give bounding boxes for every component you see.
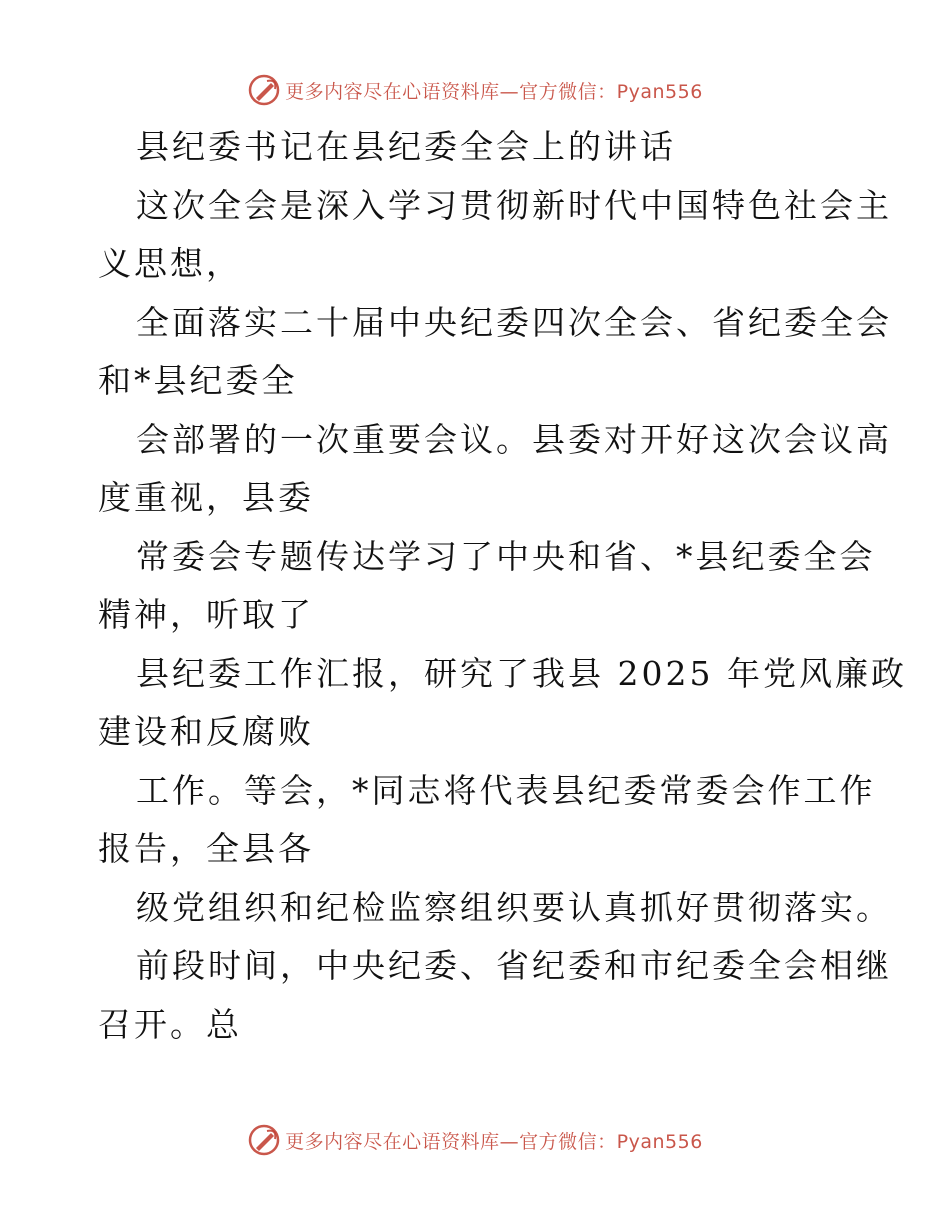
header-watermark-text: 更多内容尽在心语资料库—官方微信：Pyan556 <box>285 80 703 103</box>
paragraph-line: 全面落实二十届中央纪委四次全会、省纪委全会 <box>136 302 892 342</box>
paragraph-line: 召开。总 <box>98 1004 242 1044</box>
paragraph-line: 级党组织和纪检监察组织要认真抓好贯彻落实。 <box>136 887 892 927</box>
paragraph-line: 建设和反腐败 <box>98 712 314 751</box>
document-body <box>98 118 907 1054</box>
paragraph-line: 县纪委工作汇报，研究了我县 2025 年党风廉政 <box>136 653 907 693</box>
paragraph-line: 工作。等会，*同志将代表县纪委常委会作工作 <box>136 770 876 810</box>
paragraph-line: 精神，听取了 <box>98 595 314 634</box>
footer-watermark-text: 更多内容尽在心语资料库—官方微信：Pyan556 <box>285 1130 703 1153</box>
paragraph-line: 会部署的一次重要会议。县委对开好这次会议高 <box>136 419 892 459</box>
header-watermark-banner <box>0 68 950 112</box>
document-title: 县纪委书记在县纪委全会上的讲话 <box>136 127 676 166</box>
quill-pen-logo-icon <box>247 73 281 107</box>
quill-pen-logo-icon <box>247 1123 281 1157</box>
paragraph-line: 常委会专题传达学习了中央和省、*县纪委全会 <box>136 536 876 576</box>
paragraph-line: 这次全会是深入学习贯彻新时代中国特色社会主 <box>136 185 892 225</box>
paragraph-line: 和*县纪委全 <box>98 361 298 400</box>
footer-watermark-banner <box>0 1118 950 1162</box>
paragraph-line: 义思想， <box>98 244 242 283</box>
paragraph-line: 度重视，县委 <box>98 478 314 517</box>
paragraph-line: 前段时间，中央纪委、省纪委和市纪委全会相继 <box>136 946 892 985</box>
paragraph-line: 报告，全县各 <box>98 829 314 868</box>
